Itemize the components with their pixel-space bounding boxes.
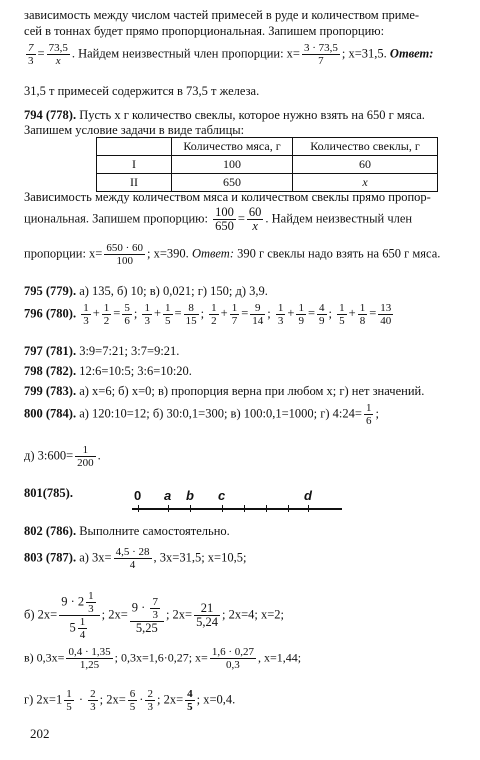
problem-803-d: г) 2x=1 $\frac{1}{5}$ · $\frac{2}{3}$ ; 2x= $\frac{6}{5}$ · $\frac{2}{3}$ ; 2x= $\frac{4}{5}$ ; x=0,4. — [24, 688, 236, 713]
fraction: $\frac{73,5}{x}$ — [48, 42, 68, 67]
table-cell: Количество свеклы, г — [293, 138, 438, 156]
problem-802: 802 (786). Выполните самостоятельно. — [24, 524, 230, 538]
number-line-tick — [222, 505, 223, 512]
table-row — [97, 174, 438, 192]
fraction: $\frac{1}{9}$ — [298, 302, 304, 327]
number-line-axis — [132, 508, 342, 510]
text-line: сей в тоннах будет прямо пропорциональная. Запишем пропорцию: — [24, 24, 385, 38]
fraction: $\frac{5}{6}$ — [124, 302, 130, 327]
fraction: $\frac{1}{3}$ — [277, 302, 284, 327]
fraction: $\frac{1}{5}$ — [165, 302, 171, 327]
number-line-tick — [168, 505, 169, 512]
fraction: $\frac{0,4 \cdot 1,35}{1,25}$ — [68, 646, 111, 671]
fraction-sum: $\frac{1}{2}$ + $\frac{1}{7}$ = $\frac{9}{14}$ — [211, 302, 264, 327]
text-line: Зависимость между количеством мяса и количеством свеклы прямо пропор- — [24, 190, 431, 204]
problem-800-cont: д) 3:600= $\frac{1}{200}$ . — [24, 444, 101, 469]
fraction: $\frac{4}{9}$ — [319, 302, 325, 327]
fraction: $\frac{1}{2}$ — [103, 302, 110, 327]
table-cell: II — [97, 174, 172, 192]
page-number: 202 — [30, 726, 50, 741]
table-cell: Количество мяса, г — [172, 138, 293, 156]
number-line-label: a — [164, 488, 172, 503]
number-line-label: b — [186, 488, 194, 503]
fraction: $\frac{1,6 \cdot 0,27}{0,3}$ — [211, 646, 254, 671]
number-line-tick — [308, 505, 309, 512]
text-line: зависимость между числом частей примесей в руде и количеством приме- — [24, 8, 420, 22]
fraction: $\frac{1}{200}$ — [77, 444, 94, 469]
problem-797: 797 (781). 3:9=7:21; 3:7=9:21. — [24, 344, 180, 358]
fraction: $\frac{1}{3}$ — [83, 302, 89, 327]
number-line-label: 0 — [134, 488, 142, 503]
problem-794: 794 (778). Пусть x г количество свеклы, которое нужно взять на 650 г мяса. — [24, 108, 425, 122]
fraction-sum: $\frac{1}{3}$ + $\frac{1}{9}$ = $\frac{4}{9}$ — [277, 302, 325, 327]
text-line: 31,5 т примесей содержится в 73,5 т железа. — [24, 84, 260, 98]
text-line: Запишем условие задачи в виде таблицы: — [24, 123, 245, 137]
number-line-tick — [266, 505, 267, 512]
fraction: $\frac{8}{15}$ — [185, 302, 197, 327]
fraction: $\frac{2}{3}$ — [147, 688, 153, 713]
fraction: $\frac{60}{x}$ — [248, 205, 262, 233]
fraction: $\frac{2}{3}$ — [90, 688, 96, 713]
fraction: $\frac{4}{5}$ — [187, 688, 193, 713]
problem-803: 803 (787). а) 3x= $\frac{4,5 \cdot 28}{4}$ , 3x=31,5; x=10,5; — [24, 546, 247, 571]
problem-798: 798 (782). 12:6=10:5; 3:6=10:20. — [24, 364, 192, 378]
number-line-tick — [190, 505, 191, 512]
fraction: $\frac{1}{6}$ — [365, 402, 372, 427]
problem-801: 801(785). — [24, 486, 73, 500]
problem-795: 795 (779). а) 135, б) 10; в) 0,021; г) 150; д) 3,9. — [24, 284, 268, 298]
problem-800: 800 (784). а) 120:10=12; б) 30:0,1=300; в) 100:0,1=1000; г) 4:24= $\frac{1}{6}$ ; — [24, 402, 379, 427]
problem-803-c: в) 0,3x= $\frac{0,4 \cdot 1,35}{1,25}$ ; 0,3x=1,6·0,27; x= $\frac{1,6 \cdot 0,27}{0,3}$ , x=1,44; — [24, 646, 302, 671]
fraction: $\frac{9}{14}$ — [252, 302, 264, 327]
complex-fraction: 9 · 2 $\frac{1}{3}$ 5 $\frac{1}{4}$ — [59, 590, 99, 641]
table-cell: 650 — [172, 174, 293, 192]
number-line-tick — [288, 505, 289, 512]
fraction-sum: $\frac{1}{3}$ + $\frac{1}{2}$ = $\frac{5}{6}$ — [83, 302, 130, 327]
fraction-sum: $\frac{1}{5}$ + $\frac{1}{8}$ = $\frac{13}{40}$ — [339, 302, 392, 327]
table-cell: I — [97, 156, 172, 174]
number-line-label: c — [218, 488, 226, 503]
fraction: $\frac{650 \cdot 60}{100}$ — [106, 242, 144, 267]
fraction: $\frac{13}{40}$ — [380, 302, 392, 327]
table-header-row — [97, 138, 438, 156]
fraction: $\frac{1}{5}$ — [66, 688, 72, 713]
data-table — [96, 137, 438, 192]
fraction: $\frac{3 \cdot 73,5}{7}$ — [303, 42, 338, 67]
fraction: $\frac{1}{3}$ — [144, 302, 150, 327]
fraction: $\frac{1}{7}$ — [231, 302, 238, 327]
number-line-tick — [138, 505, 139, 512]
fraction: $\frac{1}{5}$ — [339, 302, 345, 327]
table-cell: x — [293, 174, 438, 192]
number-line-tick — [244, 505, 245, 512]
fraction: $\frac{1}{8}$ — [359, 302, 366, 327]
proportion-line: $\frac{7}{3}$ = $\frac{73,5}{x}$ . Найдем неизвестный член пропорции: x= $\frac{3 \cdot 73,5}{7}$ ; x=31,5. Ответ: — [28, 42, 434, 67]
table-cell: 60 — [293, 156, 438, 174]
problem-803-b: б) 2x= 9 · 2 $\frac{1}{3}$ 5 $\frac{1}{4}$ ; 2x= 9 · $\frac{7}{3}$ 5,25 ; 2x= $\frac{21}{5,24}$ ; 2x=4; x=2; — [24, 590, 285, 641]
fraction: $\frac{100}{650}$ — [215, 205, 234, 233]
fraction: $\frac{7}{3}$ — [28, 42, 34, 67]
table-cell — [97, 138, 172, 156]
fraction: $\frac{6}{5}$ — [129, 688, 136, 713]
fraction: $\frac{1}{2}$ — [211, 302, 217, 327]
fraction-sum: $\frac{1}{3}$ + $\frac{1}{5}$ = $\frac{8}{15}$ — [144, 302, 197, 327]
fraction-sums: $\frac{1}{3}$ + $\frac{1}{2}$ = $\frac{5}{6}$ ; $\frac{1}{3}$ + $\frac{1}{5}$ = $\frac{8}{15}$ ; $\frac{1}{2}$ + $\frac{1}{7}$ = $\frac{9}{14}$ ; $\frac{1}{3}$ + $\frac{1}{9}$ = $\frac{4}{9}$ ; $\frac{1}{5}$ + $\frac{1}{8}$ = $\frac{13}{40}$ — [79, 306, 395, 320]
problem-799: 799 (783). а) x=6; б) x=0; в) пропорция верна при любом x; г) нет значений. — [24, 384, 425, 398]
fraction: $\frac{4,5 \cdot 28}{4}$ — [115, 546, 150, 571]
table-cell: 100 — [172, 156, 293, 174]
proportion-line: пропорции: x= $\frac{650 \cdot 60}{100}$ ; x=390. Ответ: 390 г свеклы надо взять на 650 г мяса. — [24, 242, 441, 267]
problem-796: 796 (780). $\frac{1}{3}$ + $\frac{1}{2}$ = $\frac{5}{6}$ ; $\frac{1}{3}$ + $\frac{1}{5}$ = $\frac{8}{15}$ ; $\frac{1}{2}$ + $\frac{1}{7}$ = $\frac{9}{14}$ ; $\frac{1}{3}$ + $\frac{1}{9}$ = $\frac{4}{9}$ ; $\frac{1}{5}$ + $\frac{1}{8}$ = $\frac{13}{40}$ — [24, 302, 472, 327]
table-row — [97, 156, 438, 174]
number-line-label: d — [304, 488, 312, 503]
proportion-line: циональная. Запишем пропорцию: $\frac{100}{650}$ = $\frac{60}{x}$ . Найдем неизвестный член — [24, 205, 413, 233]
complex-fraction: 9 · $\frac{7}{3}$ 5,25 — [130, 596, 164, 635]
fraction: $\frac{21}{5,24}$ — [196, 601, 218, 629]
